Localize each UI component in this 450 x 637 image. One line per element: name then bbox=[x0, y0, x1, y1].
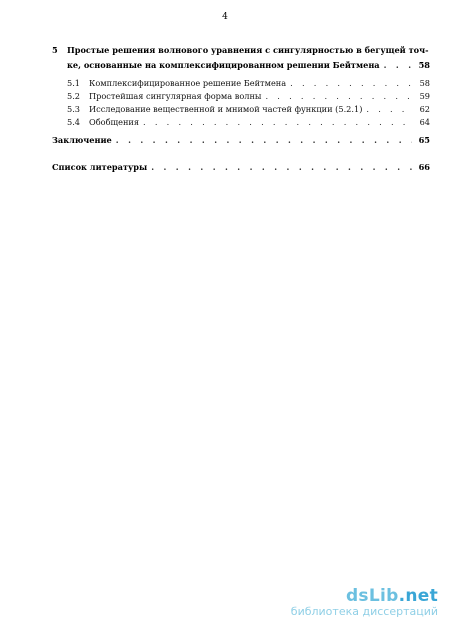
conclusion-title: Заключение bbox=[52, 135, 112, 145]
section-page: 58 bbox=[419, 78, 430, 88]
section-number: 5.3 bbox=[67, 104, 81, 114]
leader-dots bbox=[366, 104, 412, 114]
leader-dots bbox=[116, 135, 412, 145]
conclusion-page: 65 bbox=[418, 135, 430, 145]
section-title: Обобщения bbox=[89, 117, 140, 127]
watermark bbox=[258, 586, 438, 618]
chapter-title-part2: ке, основанные на комплексифицированном решении Бейтмена bbox=[67, 60, 380, 70]
section-title: Исследование вещественной и мнимой частей функции (5.2.1) bbox=[89, 104, 363, 114]
section-title: Простейшая сингулярная форма волны bbox=[89, 91, 262, 101]
chapter-title-line2 bbox=[67, 60, 430, 73]
section-title: Комплексифицированное решение Бейтмена bbox=[89, 78, 287, 88]
leader-dots bbox=[265, 91, 412, 101]
chapter-page: 58 bbox=[418, 60, 430, 70]
section-number: 5.1 bbox=[67, 78, 81, 88]
toc-section-5-4[interactable] bbox=[67, 117, 430, 130]
chapter-title-part1: Простые решения волнового уравнения с сингулярностью в бегущей точ- bbox=[67, 45, 429, 55]
toc-chapter-5[interactable] bbox=[52, 45, 430, 73]
section-page: 64 bbox=[419, 117, 430, 127]
section-page: 62 bbox=[419, 104, 430, 114]
references-title: Список литературы bbox=[52, 162, 148, 172]
watermark-logo: dsLib.net bbox=[345, 586, 438, 606]
leader-dots bbox=[290, 78, 412, 88]
section-page: 59 bbox=[419, 91, 430, 101]
section-number: 5.2 bbox=[67, 91, 81, 101]
leader-dots bbox=[151, 162, 412, 172]
section-number: 5.4 bbox=[67, 117, 81, 127]
toc-conclusion[interactable] bbox=[52, 135, 430, 148]
chapter-number: 5 bbox=[52, 45, 58, 55]
toc-section-5-1[interactable] bbox=[67, 78, 430, 91]
toc-section-5-2[interactable] bbox=[67, 91, 430, 104]
toc-section-5-3[interactable] bbox=[67, 104, 430, 117]
references-page: 66 bbox=[418, 162, 430, 172]
leader-dots bbox=[143, 117, 412, 127]
chapter-title-line1 bbox=[52, 45, 430, 58]
toc-references[interactable] bbox=[52, 162, 430, 175]
page-number: 4 bbox=[222, 12, 228, 22]
watermark-subtitle: библиотека диссертаций bbox=[290, 605, 438, 618]
table-of-contents bbox=[52, 45, 430, 175]
leader-dots bbox=[384, 60, 412, 70]
